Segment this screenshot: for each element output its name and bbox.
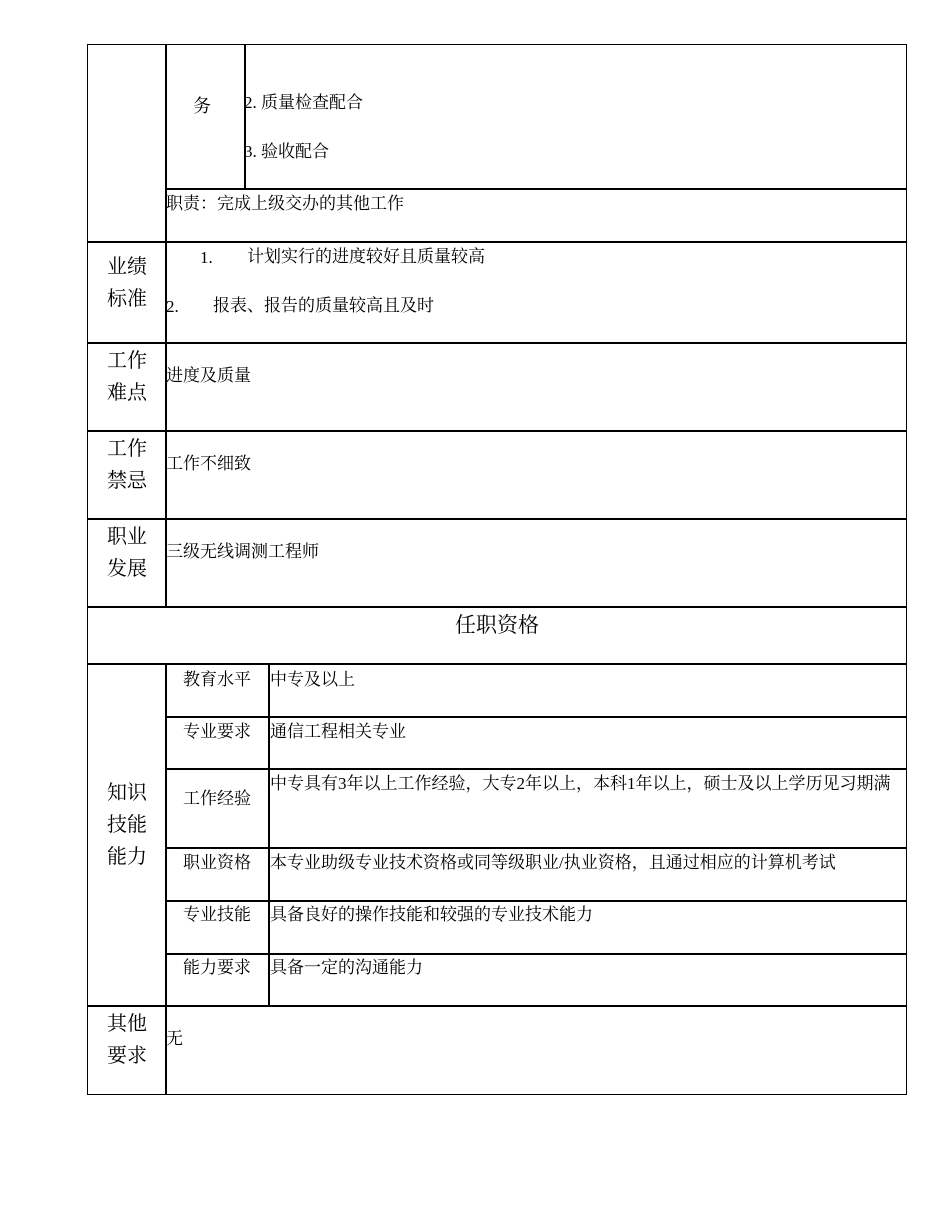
duties-side-label: 务	[193, 96, 211, 116]
divider	[87, 430, 907, 432]
other-requirements-label: 其他 要求	[107, 1013, 147, 1067]
divider	[87, 1005, 907, 1007]
skill-value: 具备良好的操作技能和较强的专业技术能力	[270, 905, 593, 924]
divider	[87, 606, 907, 608]
duty-item-2: 2. 质量检查配合	[244, 93, 363, 112]
divider	[165, 953, 907, 955]
performance-item-1-text: 计划实行的进度较好且质量较高	[247, 247, 485, 266]
other-requirements-value: 无	[166, 1029, 183, 1048]
taboo-value: 工作不细致	[166, 454, 251, 473]
performance-item-2-number: 2.	[166, 297, 179, 316]
qualification-label: 知识 技能 能力	[107, 782, 147, 868]
education-label: 教育水平	[183, 670, 251, 689]
education-value: 中专及以上	[270, 670, 355, 689]
skill-label: 专业技能	[183, 905, 251, 924]
ability-label: 能力要求	[183, 958, 251, 977]
difficulty-value: 进度及质量	[166, 366, 251, 385]
divider	[87, 241, 907, 243]
experience-label: 工作经验	[183, 789, 251, 808]
divider	[87, 342, 907, 344]
divider	[268, 663, 270, 1006]
divider	[165, 900, 907, 902]
career-label: 职业 发展	[107, 526, 147, 580]
taboo-label: 工作 禁忌	[107, 438, 147, 492]
major-value: 通信工程相关专业	[270, 722, 406, 741]
performance-item-2-text: 报表、报告的质量较高且及时	[213, 296, 434, 315]
divider	[244, 44, 246, 189]
certification-value: 本专业助级专业技术资格或同等级职业/执业资格，且通过相应的计算机考试	[270, 853, 836, 872]
performance-item-1-number: 1.	[200, 248, 213, 267]
divider	[87, 518, 907, 520]
performance-label: 业绩 标准	[107, 256, 147, 310]
experience-value: 中专具有3年以上工作经验，大专2年以上，本科1年以上，硕士及以上学历见习期满	[270, 774, 891, 793]
divider	[165, 847, 907, 849]
certification-label: 职业资格	[183, 853, 251, 872]
divider	[87, 663, 907, 665]
duty-other: 职责：完成上级交办的其他工作	[166, 194, 404, 213]
ability-value: 具备一定的沟通能力	[270, 958, 423, 977]
duty-item-3: 3. 验收配合	[244, 142, 329, 161]
career-value: 三级无线调测工程师	[166, 542, 319, 561]
qualification-title: 任职资格	[455, 613, 539, 637]
difficulty-label: 工作 难点	[107, 350, 147, 404]
divider	[165, 716, 907, 718]
divider	[165, 188, 907, 190]
major-label: 专业要求	[183, 722, 251, 741]
